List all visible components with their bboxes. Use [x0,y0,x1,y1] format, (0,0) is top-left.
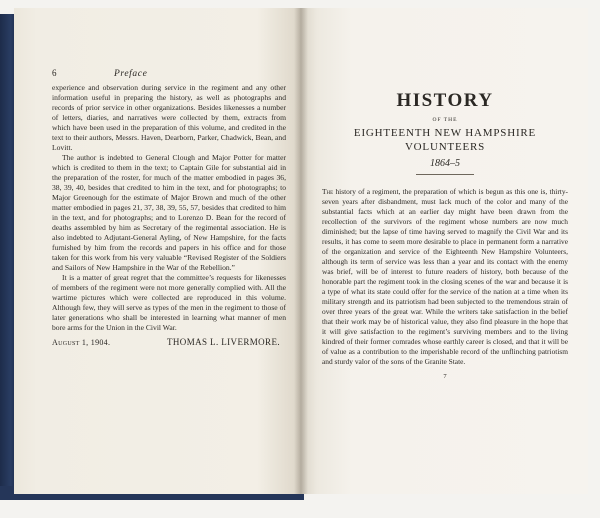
author-signature: THOMAS L. LIVERMORE. [167,337,280,347]
left-page-number: 6 [52,68,57,78]
right-page-number: 7 [443,373,447,380]
running-head [52,68,286,79]
chapter-paragraph [322,187,568,367]
left-page [14,8,300,494]
title-block [322,90,568,175]
open-book [14,8,588,494]
running-head-title: Preface [114,69,148,79]
title-rule [416,174,474,175]
chapter-text [322,187,568,367]
title-subtitle-line-1: EIGHTEENTH NEW HAMPSHIRE [353,127,537,139]
preface-text [52,83,286,333]
book-title: HISTORY [396,90,494,111]
title-years: 1864–5 [430,158,460,169]
signature-line [52,337,286,347]
right-page [300,8,588,494]
preface-paragraph-3: It is a matter of great regret that the committee’s requests for likenesses of members of the regiment were not more generally complied with. All the wartime pictures which were collected are reproduced in this volume. Although few, they will serve as types of the men in the regiment to those of later generations who shall be interested in learning what manner of men bore arms for the Union in the Civil War. [52,273,286,332]
preface-paragraph-1: experience and observation during service in the regiment and any other information useful in preparing the history, as well as photographs and records of prior service in other organizations. Besides likenesses a number of letters, diaries, and narratives were collected by them, extracts from which have been used in the preparation of this volume, and credited in the text to their authors, Messrs. Haven, Dearborn, Parker, Chadwick, Bean, and Lovitt. [52,83,286,152]
preface-paragraph-2: The author is indebted to General Clough and Major Potter for matter which is credited to them in the text; to Captain Gile for substantial aid in the preparation of the roster, for much of the matter embodied in pages 36, 38, 39, 40, besides that credited to him in the text, and for photographs; to Major Greenough for the estimate of Major Brown and much of the other matter embodied in pages 21, 37, 38, 39, 55, 57, besides that credited to him in the text, and for photographs; and to Lorenzo D. Bean for the record of deaths assembled by him as Secretary of the regimental association. He is also indebted to Adjutant-General Ayling, of New Hampshire, for the facts furnished by him from the records and papers in his office and for those taken for this work from his very valuable “Revised Register of the Soldiers and Sailors of New Hampshire in the War of the Rebellion.” [52,153,286,272]
chapter-paragraph-body: history of a regiment, the preparation of which is begun as this one is, thirty-seven years after disbandment, must lack much of the color and many of the substantial facts which at an earlier day might have been drawn from the recollection of the survivors of the regiment whose numbers are now much diminished; but the lapse of time having served to magnify the Civil War and its results, it has come to seem more desirable to place in permanent form a narrative of the organization and service of the Eighteenth New Hampshire Volunteers, although its term of service was less than a year and its contact with the enemy was brief, will be of interest to future readers of history, both because of the honorable part the regiment took in the closing scenes of the war and because it is a type of what its state could offer for the service of the nation at a time when its military strength and its patriotism had been subjected to the tremendous strain of over three years of the great war. While the writers take satisfaction in the belief that their work may be of historical value, they also find pleasure in the hope that it will give satisfaction to the regiment’s surviving members and to the living kindred of their former comrades whose earthly career is closed, and that it will be of value as a contribution to the imperishable record of the unflinching patriotism and sturdy valor of the sons of the Granite State. [322,187,568,366]
preface-date: August 1, 1904. [52,338,111,347]
title-of-line: OF THE [432,117,458,123]
chapter-first-words: The [322,187,334,196]
title-subtitle-line-2: VOLUNTEERS [404,141,486,153]
